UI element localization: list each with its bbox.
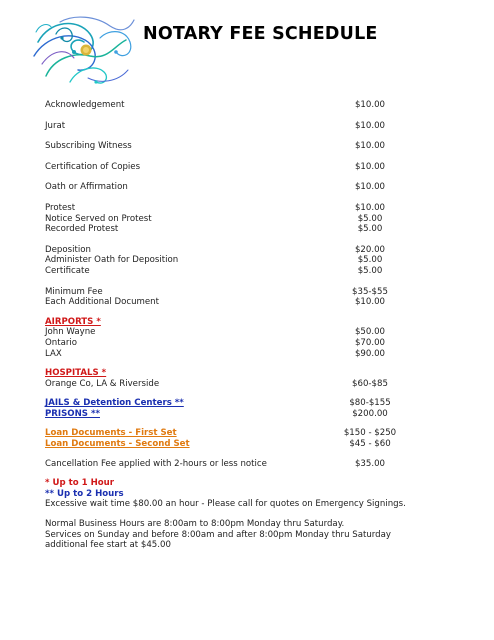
fee-price: $90.00	[354, 348, 386, 359]
fee-row-jurat	[45, 121, 405, 132]
fee-row-certificate	[45, 266, 405, 277]
fee-price: $10.00	[354, 141, 386, 152]
fee-label: Administer Oath for Deposition	[45, 255, 179, 266]
fee-label: Certification of Copies	[45, 161, 141, 172]
fee-row-recorded-protest	[45, 224, 405, 235]
fee-price: $150 - $250	[343, 428, 397, 439]
hospitals-heading: HOSPITALS *	[45, 368, 107, 379]
fee-label: Loan Documents - Second Set	[45, 439, 190, 450]
fee-price: $70.00	[354, 337, 386, 348]
note-services-line1: Services on Sunday and before 8:00am and after 8:00pm Monday thru Saturday	[45, 529, 391, 540]
fee-row-minimum	[45, 287, 405, 298]
fee-row-deposition	[45, 245, 405, 256]
fee-price: $10.00	[354, 202, 386, 213]
fee-price: $60-$85	[352, 378, 388, 389]
fee-price: $35-$55	[352, 286, 388, 297]
fee-label: PRISONS **	[45, 408, 100, 419]
fee-price: $5.00	[357, 255, 383, 266]
fee-row-loan-first	[45, 428, 405, 439]
fee-row-jails	[45, 398, 405, 409]
fee-row-cancellation	[45, 459, 405, 470]
fee-label: LAX	[45, 348, 62, 359]
fee-price: $10.00	[354, 100, 386, 110]
fee-price: $50.00	[354, 327, 386, 338]
fee-price: $20.00	[354, 244, 386, 255]
fee-label: Recorded Protest	[45, 224, 119, 235]
fee-price: $80-$155	[349, 398, 391, 409]
fee-row-subscribing-witness	[45, 141, 405, 152]
fee-price: $200.00	[352, 408, 388, 419]
fee-label: Protest	[45, 202, 76, 213]
fee-row-loan-second	[45, 439, 405, 450]
fee-row-additional-doc	[45, 297, 405, 308]
fee-row-notice-protest	[45, 214, 405, 225]
airports-heading: AIRPORTS *	[45, 316, 101, 327]
fee-row-hospitals	[45, 379, 405, 390]
fee-price: $35.00	[354, 458, 386, 469]
fee-price: $10.00	[354, 182, 386, 193]
fee-price: $5.00	[357, 213, 383, 224]
fee-price: $45 - $60	[349, 439, 391, 450]
fee-label: Orange Co, LA & Riverside	[45, 378, 160, 389]
fee-price: $5.00	[357, 224, 383, 235]
fee-row-admin-oath	[45, 255, 405, 266]
notary-logo	[30, 12, 140, 90]
fee-label: Certificate	[45, 265, 90, 276]
fee-price: $10.00	[354, 297, 386, 308]
fee-label: JAILS & Detention Centers **	[45, 398, 184, 409]
note-two-star: ** Up to 2 Hours	[45, 488, 124, 499]
note-services-line2: additional fee start at $45.00	[45, 540, 171, 551]
note-one-star: * Up to 1 Hour	[45, 478, 115, 489]
fee-label: Notice Served on Protest	[45, 213, 152, 224]
fee-row-lax	[45, 349, 405, 360]
airports-heading-row	[45, 317, 405, 328]
fee-label: Cancellation Fee applied with 2-hours or less notice	[45, 458, 267, 469]
fee-label: Jurat	[45, 120, 66, 131]
note-business-hours: Normal Business Hours are 8:00am to 8:00pm Monday thru Saturday.	[45, 519, 345, 530]
fee-label: John Wayne	[45, 327, 96, 338]
fee-label: Deposition	[45, 244, 91, 255]
fee-row-oath	[45, 182, 405, 193]
note-wait-time: Excessive wait time $80.00 an hour - Please call for quotes on Emergency Signings.	[45, 499, 406, 510]
fee-label: Each Additional Document	[45, 297, 159, 308]
hospitals-heading-row	[45, 368, 405, 379]
fee-price: $10.00	[354, 161, 386, 172]
fee-label: Acknowledgement	[45, 100, 125, 110]
fee-price: $5.00	[357, 265, 383, 276]
fee-label: Ontario	[45, 337, 78, 348]
fee-row-acknowledgement	[45, 100, 405, 111]
fee-label: Loan Documents - First Set	[45, 428, 177, 439]
fee-price: $10.00	[354, 120, 386, 131]
fee-schedule	[45, 100, 405, 551]
fee-row-certification	[45, 162, 405, 173]
fee-label: Subscribing Witness	[45, 141, 132, 152]
fee-row-ontario	[45, 338, 405, 349]
fee-row-protest	[45, 203, 405, 214]
fee-row-john-wayne	[45, 327, 405, 338]
fee-label: Oath or Affirmation	[45, 182, 128, 193]
fee-label: Minimum Fee	[45, 286, 103, 297]
fee-row-prisons	[45, 409, 405, 420]
page-title: NOTARY FEE SCHEDULE	[143, 24, 378, 44]
